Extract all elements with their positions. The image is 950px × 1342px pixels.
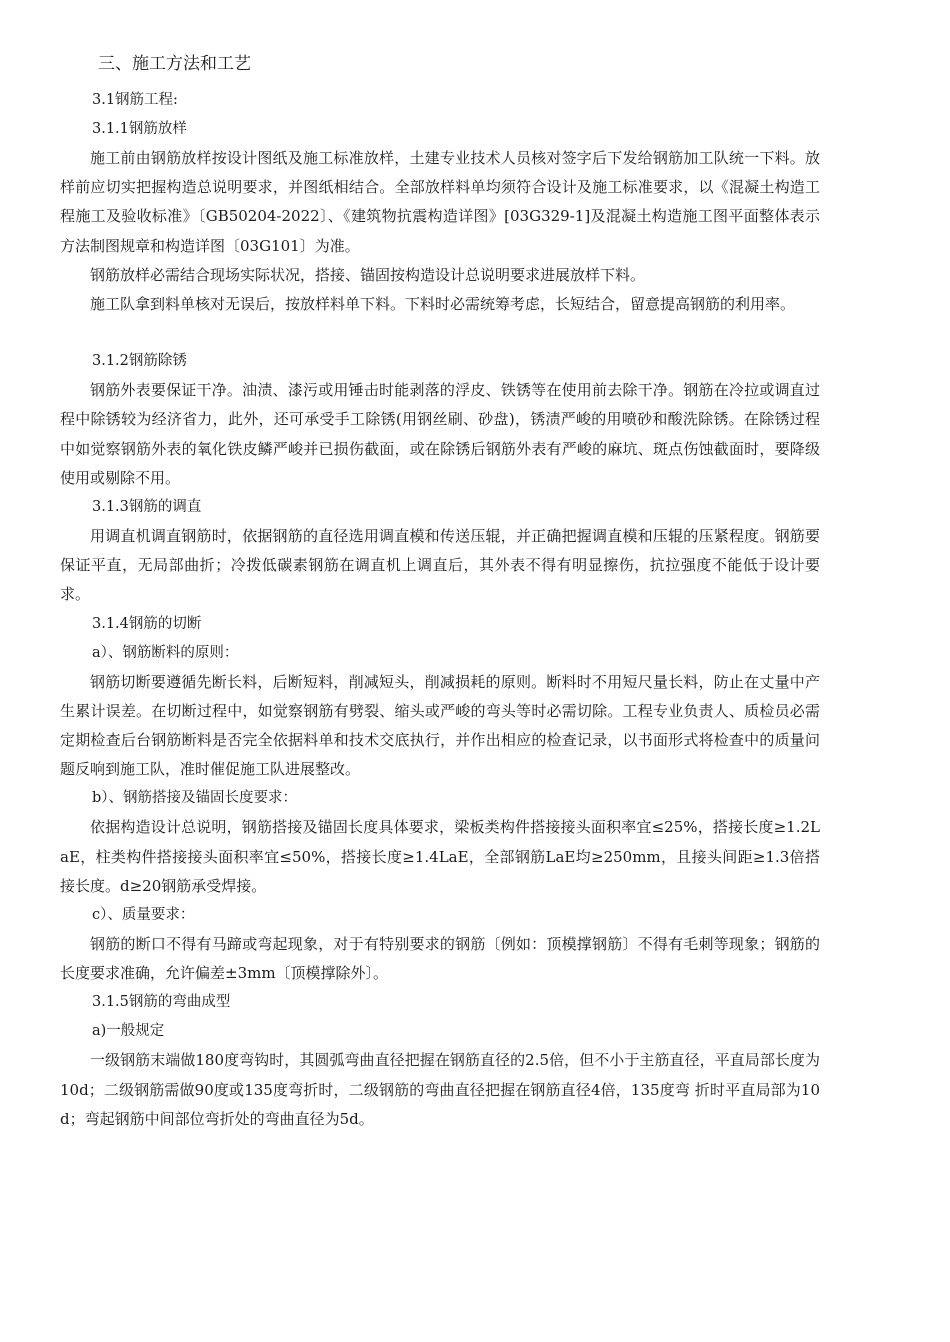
heading-3-1-5-a: a)一般规定 (92, 1023, 165, 1040)
heading-3-1-4-b: b）、钢筋搭接及锚固长度要求： (92, 790, 298, 807)
document-page (60, 48, 820, 1134)
heading-3-1-3: 3.1.3钢筋的调直 (92, 499, 202, 516)
blank-line (60, 319, 820, 347)
paragraph-3-1-4-c: 钢筋的断口不得有马蹄或弯起现象，对于有特别要求的钢筋〔例如：顶模撑钢筋〕不得有毛刺等现象；钢筋的长度要求准确，允许偏差±3mm〔顶模撑除外〕。 (60, 935, 820, 983)
paragraph-3-1-1-c: 施工队拿到料单核对无误后，按放样料单下料。下料时必需统筹考虑，长短结合，留意提高钢筋的利用率。 (90, 295, 796, 314)
heading-3-1-1: 3.1.1钢筋放样 (92, 121, 187, 137)
paragraph-3-1-1-b: 钢筋放样必需结合现场实际状况，搭接、锚固按构造设计总说明要求进展放样下料。 (90, 265, 646, 284)
heading-3-1-4: 3.1.4钢筋的切断 (92, 615, 202, 632)
paragraph-3-1-4-b: 依据构造设计总说明，钢筋搭接及锚固长度具体要求，梁板类构件搭接接头面积率宜≤25%，搭接长度≥1.2LaE，柱类构件搭接接头面积率宜≤50%，搭接长度≥1.4LaE，全部钢筋LaE均≥250mm，且接头间距≥1.3倍搭接长度。d≥20钢筋承受焊接。 (60, 818, 820, 895)
paragraph-3-1-4-a: 钢筋切断要遵循先断长料，后断短料，削减短头，削减损耗的原则。断料时不用短尺量长料，防止在丈量中产生累计误差。在切断过程中，如觉察钢筋有劈裂、缩头或严峻的弯头等时必需切除。工程专业负责人、质检员必需定期检查后台钢筋断料是否完全依据料单和技术交底执行，并作出相应的检查记录，以书面形式将检查中的质量问题反响到施工队，准时催促施工队进展整改。 (60, 672, 820, 779)
paragraph-3-1-1-a: 施工前由钢筋放样按设计图纸及施工标准放样，土建专业技术人员核对签字后下发给钢筋加工队统一下料。放样前应切实把握构造总说明要求，并图纸相结合。全部放样料单均须符合设计及施工标准要求，以《混凝土构造工程施工及验收标准》〔GB50204-2022〕、《建筑物抗震构造详图》[03G329-1]及混凝土构造施工图平面整体表示方法制图规章和构造详图〔03G101〕为准。 (60, 149, 820, 255)
heading-3-1-5: 3.1.5钢筋的弯曲成型 (92, 994, 231, 1011)
paragraph-3-1-5-a: 一级钢筋末端做180度弯钩时，其圆弧弯曲直径把握在钢筋直径的2.5倍，但不小于主筋直径，平直局部长度为10d；二级钢筋需做90度或135度弯折时，二级钢筋的弯曲直径把握在钢筋直径4倍，135度弯 折时平直局部为10d；弯起钢筋中间部位弯折处的弯曲直径为5d。 (60, 1051, 820, 1128)
heading-3-1-2: 3.1.2钢筋除锈 (92, 353, 187, 370)
section-title: 三、施工方法和工艺 (98, 54, 251, 74)
heading-3-1-4-c: c）、质量要求： (92, 907, 195, 924)
heading-3-1: 3.1钢筋工程: (92, 92, 178, 108)
heading-3-1-4-a: a）、钢筋断料的原则： (92, 644, 239, 661)
paragraph-3-1-3: 用调直机调直钢筋时，依据钢筋的直径选用调直模和传送压辊，并正确把握调直模和压辊的压紧程度。钢筋要保证平直，无局部曲折；冷拨低碳素钢筋在调直机上调直后，其外表不得有明显擦伤，抗拉强度不能低于设计要求。 (60, 527, 820, 604)
paragraph-3-1-2: 钢筋外表要保证干净。油渍、漆污或用锤击时能剥落的浮皮、铁锈等在使用前去除干净。钢筋在冷拉或调直过程中除锈较为经济省力，此外，还可承受手工除锈(用钢丝刷、砂盘)，锈渍严峻的用喷砂和酸洗除锈。在除锈过程中如觉察钢筋外表的氧化铁皮鳞严峻并已损伤截面，或在除锈后钢筋外表有严峻的麻坑、斑点伤蚀截面时，要降级使用或剔除不用。 (60, 381, 820, 487)
